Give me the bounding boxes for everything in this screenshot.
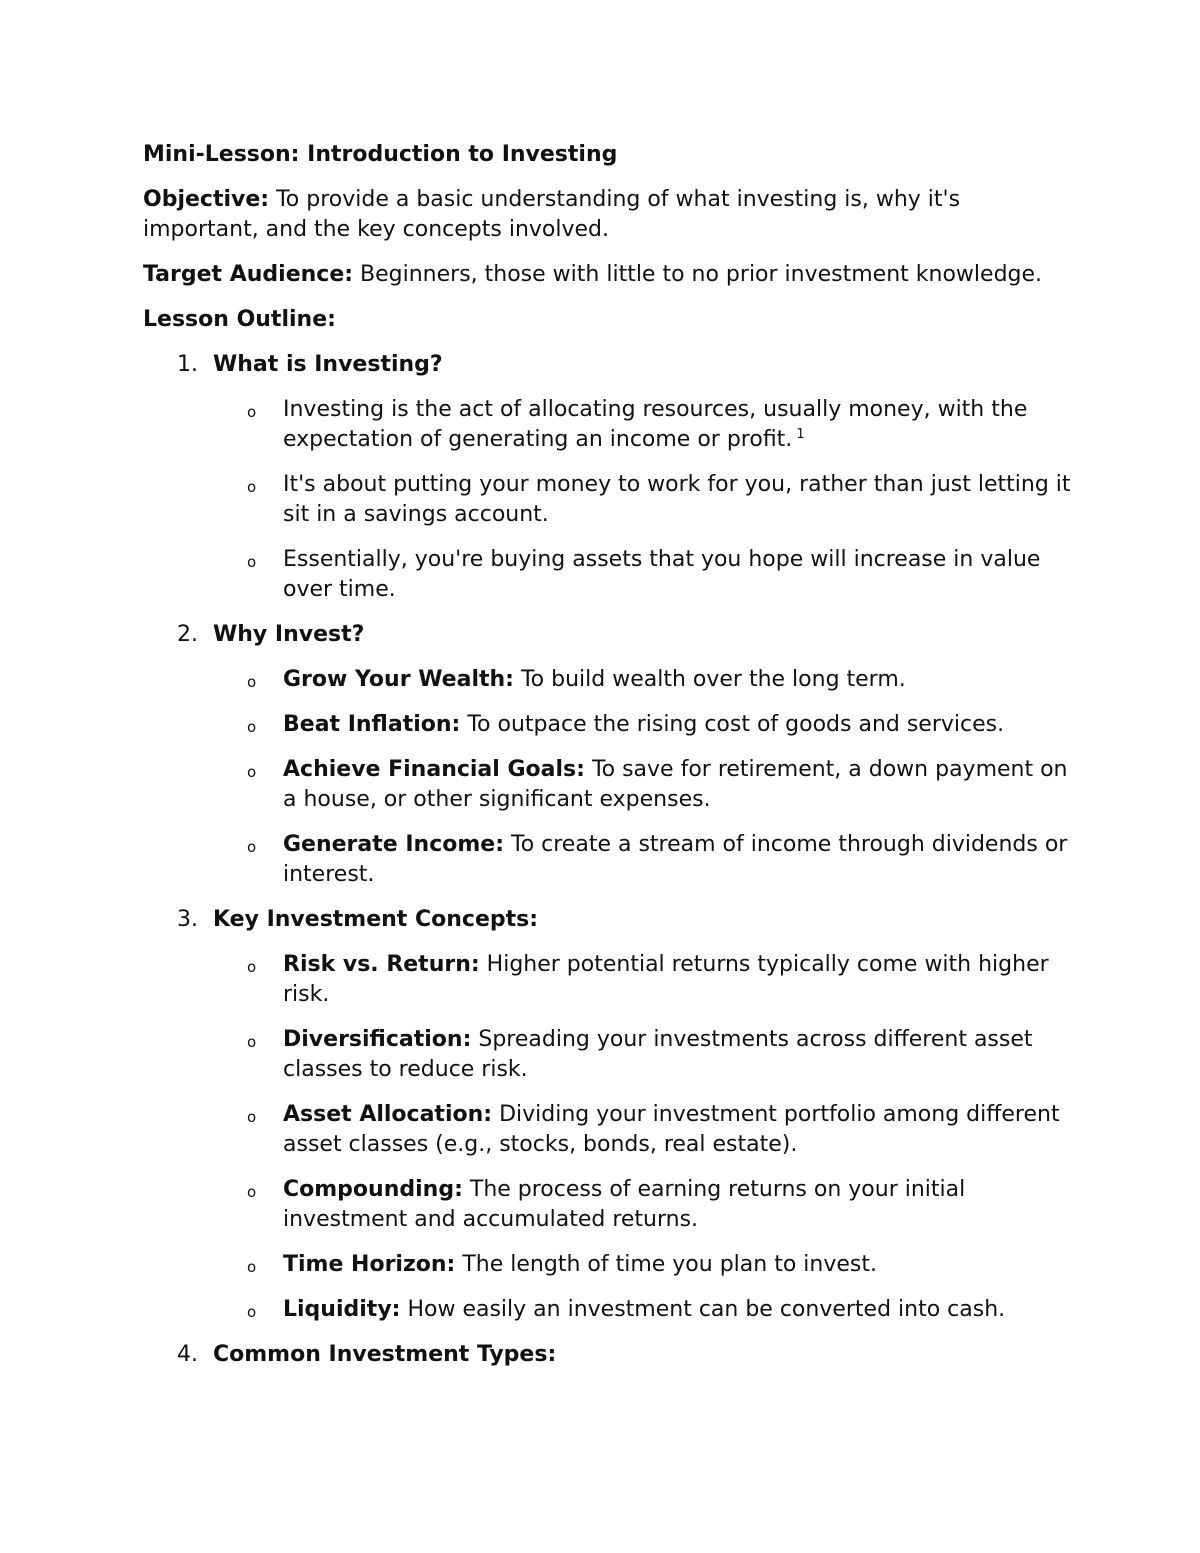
outline-section	[143, 1340, 1073, 1370]
item-label: Time Horizon:	[283, 1252, 456, 1277]
list-item	[143, 950, 1073, 1010]
item-label: Diversification:	[283, 1027, 472, 1052]
list-item	[143, 830, 1073, 890]
item-text: To outpace the rising cost of goods and services.	[467, 712, 1005, 737]
item-text: Spreading your investments across different asset classes to reduce risk.	[283, 1027, 1033, 1082]
item-text: To save for retirement, a down payment on a house, or other significant expenses.	[283, 757, 1068, 812]
item-text: It's about putting your money to work for you, rather than just letting it sit in a savings account.	[283, 472, 1071, 527]
footnote-marker[interactable]: 1	[796, 426, 805, 442]
audience-label: Target Audience:	[143, 262, 354, 287]
list-item	[143, 665, 1073, 695]
bullet-icon: o	[247, 958, 257, 976]
outline-section	[143, 620, 1073, 890]
item-text: To create a stream of income through dividends or interest.	[283, 832, 1068, 887]
audience-paragraph	[143, 260, 1073, 290]
item-label: Generate Income:	[283, 832, 504, 857]
outline-section	[143, 905, 1073, 1325]
item-text: The process of earning returns on your initial investment and accumulated returns.	[283, 1177, 966, 1232]
bullet-icon: o	[247, 718, 257, 736]
item-text: Dividing your investment portfolio among different asset classes (e.g., stocks, bonds, real estate).	[283, 1102, 1060, 1157]
section-heading-text: Common Investment Types:	[213, 1342, 557, 1367]
item-label: Risk vs. Return:	[283, 952, 480, 977]
objective-paragraph	[143, 185, 1073, 245]
section-heading	[143, 1340, 1073, 1370]
section-number: 3.	[177, 907, 198, 932]
bullet-icon: o	[247, 1033, 257, 1051]
bullet-icon: o	[247, 673, 257, 691]
list-item	[143, 395, 1073, 455]
item-label: Asset Allocation:	[283, 1102, 493, 1127]
item-text: How easily an investment can be converted into cash.	[407, 1297, 1006, 1322]
bullet-icon: o	[247, 403, 257, 421]
bullet-icon: o	[247, 553, 257, 571]
section-heading	[143, 905, 1073, 935]
list-item	[143, 1100, 1073, 1160]
section-number: 4.	[177, 1342, 198, 1367]
item-label: Beat Inflation:	[283, 712, 461, 737]
item-text: Essentially, you're buying assets that you hope will increase in value over time.	[283, 547, 1041, 602]
item-text: The length of time you plan to invest.	[462, 1252, 877, 1277]
objective-label: Objective:	[143, 187, 270, 212]
list-item	[143, 1175, 1073, 1235]
list-item	[143, 755, 1073, 815]
bullet-icon: o	[247, 1303, 257, 1321]
list-item	[143, 545, 1073, 605]
item-label: Achieve Financial Goals:	[283, 757, 585, 782]
list-item	[143, 1295, 1073, 1325]
bullet-icon: o	[247, 1183, 257, 1201]
item-text: Investing is the act of allocating resources, usually money, with the expectation of generating an income or profit.	[283, 397, 1028, 452]
item-label: Grow Your Wealth:	[283, 667, 514, 692]
item-label: Liquidity:	[283, 1297, 401, 1322]
section-number: 1.	[177, 352, 198, 377]
objective-text: To provide a basic understanding of what investing is, why it's important, and the key concepts involved.	[143, 187, 961, 242]
document-page	[143, 140, 1073, 1385]
bullet-icon: o	[247, 763, 257, 781]
section-heading-text: What is Investing?	[213, 352, 443, 377]
bullet-icon: o	[247, 1108, 257, 1126]
item-label: Compounding:	[283, 1177, 463, 1202]
bullet-icon: o	[247, 1258, 257, 1276]
section-heading	[143, 350, 1073, 380]
item-text: To build wealth over the long term.	[520, 667, 906, 692]
item-text: Higher potential returns typically come with higher risk.	[283, 952, 1049, 1007]
section-heading	[143, 620, 1073, 650]
section-heading-text: Key Investment Concepts:	[213, 907, 539, 932]
section-number: 2.	[177, 622, 198, 647]
list-item	[143, 1025, 1073, 1085]
outline-heading: Lesson Outline:	[143, 307, 336, 332]
list-item	[143, 710, 1073, 740]
bullet-icon: o	[247, 478, 257, 496]
outline-section	[143, 350, 1073, 605]
audience-text: Beginners, those with little to no prior investment knowledge.	[360, 262, 1043, 287]
list-item	[143, 470, 1073, 530]
section-heading-text: Why Invest?	[213, 622, 365, 647]
document-title: Mini-Lesson: Introduction to Investing	[143, 142, 618, 167]
list-item	[143, 1250, 1073, 1280]
lesson-outline	[143, 350, 1073, 1370]
bullet-icon: o	[247, 838, 257, 856]
